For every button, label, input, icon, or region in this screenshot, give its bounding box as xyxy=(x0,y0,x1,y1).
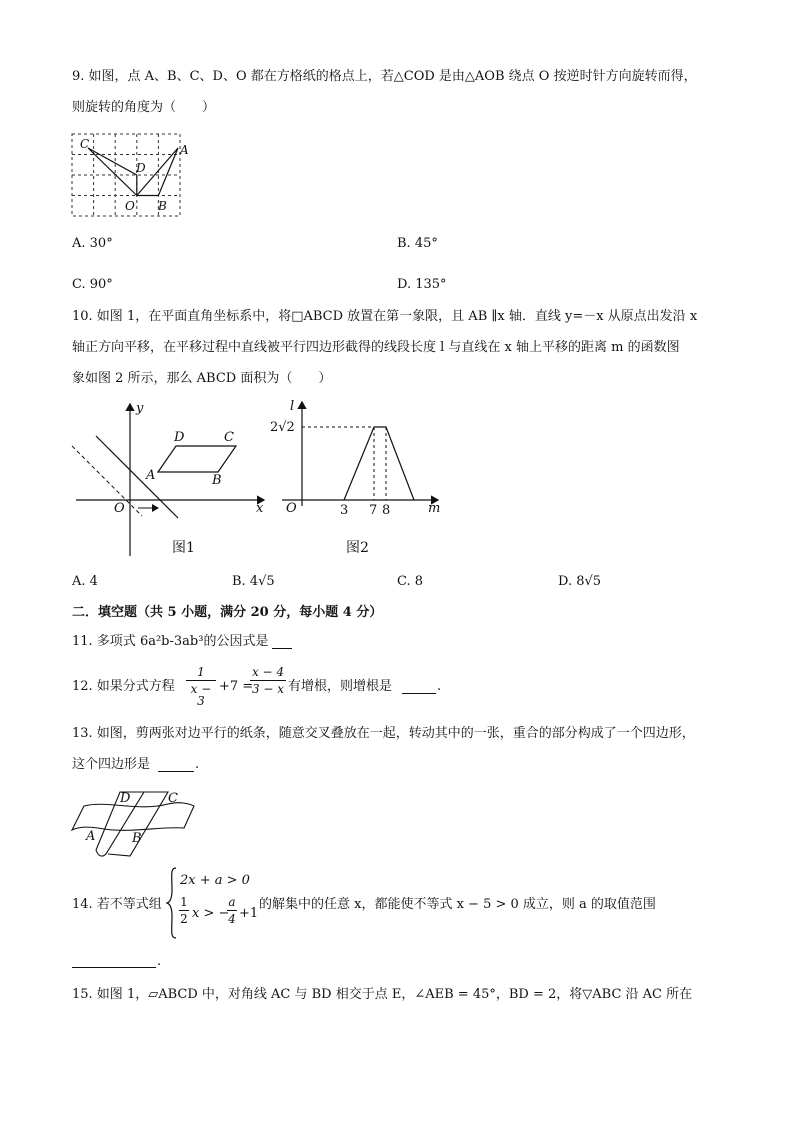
q10-option-a: A. 4 xyxy=(72,574,98,589)
q10-fig2-caption: 图2 xyxy=(346,540,369,556)
q9-grid-figure xyxy=(66,128,190,222)
q10-fig2-tick-8: 8 xyxy=(382,503,391,518)
q10-fig2-tick-3: 3 xyxy=(340,503,349,518)
q14-inequality-1: 2x + a > 0 xyxy=(180,873,250,888)
q10-option-c: C. 8 xyxy=(397,574,424,589)
q10-fig2-l-label: l xyxy=(290,399,295,414)
q13-end: . xyxy=(195,757,200,772)
q10-option-d: D. 8√5 xyxy=(558,574,602,589)
q9-label-B: B xyxy=(158,199,167,213)
q11-text: 11. 多项式 6a²b-3ab³的公因式是 xyxy=(72,634,269,649)
q14-prefix: 14. 若不等式组 xyxy=(72,897,162,912)
q13-text-line1: 13. 如图，剪两张对边平行的纸条，随意交叉叠放在一起，转动其中的一张，重合的部分构成了一个四边形， xyxy=(72,726,695,741)
q13-paper-strips-figure xyxy=(68,786,198,862)
q9-label-C: C xyxy=(80,137,90,151)
q9-option-b: B. 45° xyxy=(397,236,438,251)
q10-text-line1: 10. 如图 1，在平面直角坐标系中，将□ABCD 放置在第一象限，且 AB ∥x 轴．直线 y=－x 从原点出发沿 x xyxy=(72,309,698,324)
q15-text: 15. 如图 1，▱ABCD 中，对角线 AC 与 BD 相交于点 E，∠AEB = 45°，BD = 2，将▽ABC 沿 AC 所在 xyxy=(72,987,693,1002)
section-2-heading: 二．填空题（共 5 小题，满分 20 分，每小题 4 分） xyxy=(72,605,383,620)
q10-fig1-label-A: A xyxy=(146,468,156,483)
q9-label-A: A xyxy=(180,143,189,157)
q10-fig1-origin: O xyxy=(114,501,125,516)
q10-fig2-origin: O xyxy=(286,501,297,516)
q9-label-D: D xyxy=(136,161,146,175)
q13-answer-blank[interactable] xyxy=(158,770,194,772)
q12-answer-blank[interactable] xyxy=(402,692,436,694)
q10-fig1-y-label: y xyxy=(136,401,144,416)
q12-fraction-2: x − 4 3 − x xyxy=(251,665,285,696)
q12-end: . xyxy=(437,679,442,694)
q13-label-D: D xyxy=(120,791,131,806)
q9-text-line1: 9. 如图，点 A、B、C、D、O 都在方格纸的格点上，若△COD 是由△AOB 绕点 O 按逆时针方向旋转而得， xyxy=(72,69,697,84)
q14-a-over-4-fraction: a 4 xyxy=(228,895,236,926)
q10-fig2-tick-7: 7 xyxy=(369,503,378,518)
q9-option-a: A. 30° xyxy=(72,236,113,251)
q14-inequality-2c: +1 xyxy=(239,906,259,921)
q10-option-b: B. 4√5 xyxy=(232,574,275,589)
q14-answer-blank[interactable] xyxy=(72,966,156,968)
q12-fraction-1: 1 x − 3 xyxy=(186,666,216,707)
q10-figure1 xyxy=(66,396,272,562)
q13-label-B: B xyxy=(132,831,142,846)
q9-option-d: D. 135° xyxy=(397,277,447,292)
q13-label-C: C xyxy=(168,791,178,806)
q14-brace xyxy=(166,866,178,940)
q13-label-A: A xyxy=(86,829,96,844)
q10-fig1-x-label: x xyxy=(256,501,264,516)
q14-inequality-2a: x > − xyxy=(192,906,230,921)
q10-fig1-label-D: D xyxy=(174,430,185,445)
q13-text-line2: 这个四边形是 xyxy=(72,757,151,772)
q10-fig1-label-B: B xyxy=(212,473,222,488)
q14-half-fraction: 1 2 xyxy=(180,895,188,926)
q10-fig1-label-C: C xyxy=(224,430,234,445)
q9-text-line2: 则旋转的角度为（ ） xyxy=(72,100,216,115)
q10-fig2-peak-label: 2√2 xyxy=(270,420,295,435)
q12-prefix: 12. 如果分式方程 xyxy=(72,679,175,694)
q11-answer-blank[interactable] xyxy=(272,647,292,649)
q14-suffix: 的解集中的任意 x，都能使不等式 x − 5 > 0 成立，则 a 的取值范围 xyxy=(259,897,656,912)
q10-text-line2: 轴正方向平移，在平移过程中直线被平行四边形截得的线段长度 l 与直线在 x 轴上平移的距离 m 的函数图 xyxy=(72,340,680,355)
q10-fig2-m-label: m xyxy=(428,501,441,516)
q12-suffix: 有增根，则增根是 xyxy=(288,679,393,694)
q10-fig1-caption: 图1 xyxy=(172,540,195,556)
q10-figure2 xyxy=(268,396,448,562)
q10-text-line3: 象如图 2 所示，那么 ABCD 面积为（ ） xyxy=(72,371,332,386)
q9-label-O: O xyxy=(125,199,135,213)
q9-option-c: C. 90° xyxy=(72,277,113,292)
q14-end: . xyxy=(157,954,162,969)
q12-mid: +7 = xyxy=(219,679,254,694)
